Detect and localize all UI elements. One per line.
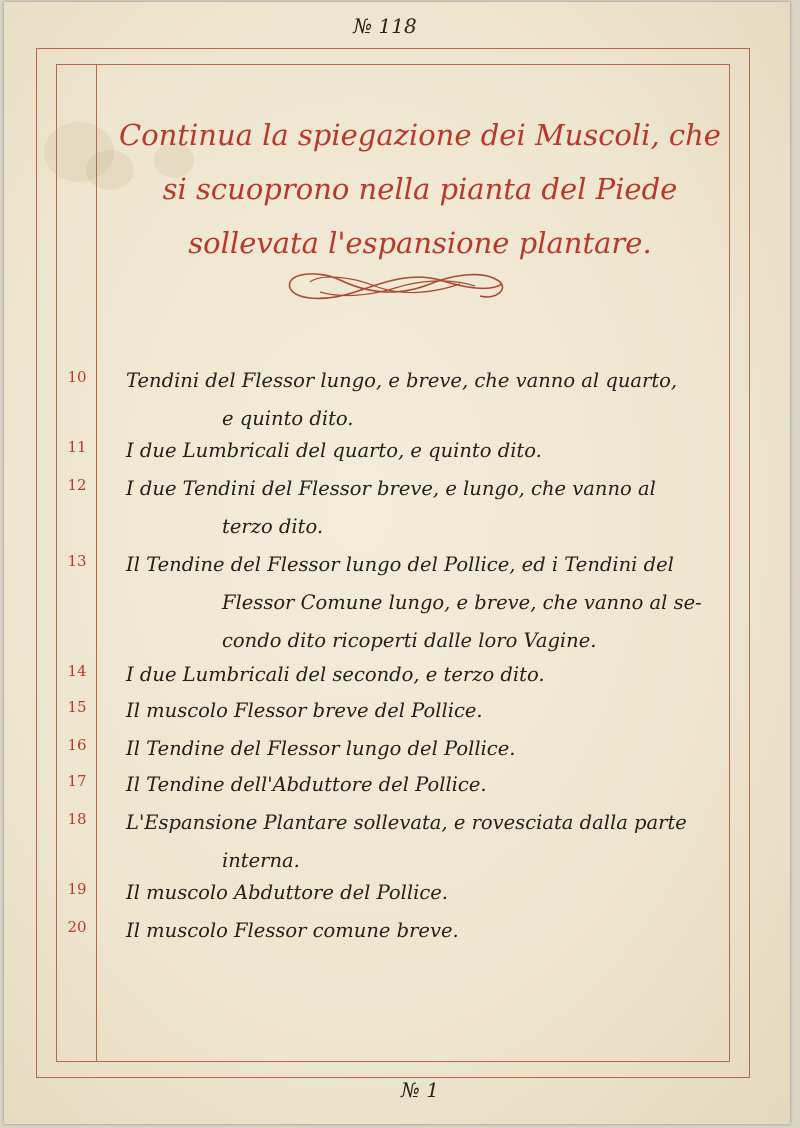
entry-number: 19: [67, 880, 87, 898]
entry-line: I due Lumbricali del quarto, e quinto dito.: [126, 439, 542, 462]
entry-number: 13: [67, 552, 87, 570]
folio-number: № 118: [353, 14, 417, 38]
entry-line: e quinto dito.: [222, 407, 354, 430]
entry-line: Il muscolo Abduttore del Pollice.: [126, 881, 449, 904]
entry-text: [126, 470, 726, 546]
entry-number: 11: [67, 438, 87, 456]
signature-mark: № 1: [400, 1078, 439, 1102]
entry-line: I due Tendini del Flessor breve, e lungo, che vanno al: [126, 477, 656, 500]
entry-line: Flessor Comune lungo, e breve, che vanno al se-: [222, 591, 702, 614]
entry-text: [126, 432, 726, 470]
entry-line: terzo dito.: [222, 515, 324, 538]
entry-line: Tendini del Flessor lungo, e breve, che vanno al quarto,: [126, 369, 678, 392]
margin-rule: [96, 64, 97, 1062]
entry-line: L'Espansione Plantare sollevata, e rovesciata dalla parte: [126, 811, 687, 834]
entry-number: 14: [67, 662, 87, 680]
entry-number: 16: [67, 736, 87, 754]
entry-text: [126, 766, 726, 804]
entry-number: 15: [67, 698, 87, 716]
entry-text: [126, 912, 726, 950]
calligraphic-flourish-icon: [280, 262, 510, 308]
entry-line: I due Lumbricali del secondo, e terzo dito.: [126, 663, 545, 686]
title-line: sollevata l'espansione plantare.: [188, 226, 652, 260]
entry-text: [126, 804, 726, 880]
title-line: Continua la spiegazione dei Muscoli, che: [119, 118, 721, 152]
entry-line: Il Tendine dell'Abduttore del Pollice.: [126, 773, 487, 796]
entry-number: 18: [67, 810, 87, 828]
entry-line: Il muscolo Flessor breve del Pollice.: [126, 699, 483, 722]
entry-number: 12: [67, 476, 87, 494]
entry-text: [126, 362, 726, 438]
entry-line: condo dito ricoperti dalle loro Vagine.: [222, 629, 597, 652]
entry-text: [126, 874, 726, 912]
entry-text: [126, 546, 726, 660]
title-line: si scuoprono nella pianta del Piede: [162, 172, 678, 206]
entry-number: 20: [67, 918, 87, 936]
entry-text: [126, 692, 726, 730]
entry-line: Il Tendine del Flessor lungo del Pollice, ed i Tendini del: [126, 553, 674, 576]
entry-line: Il muscolo Flessor comune breve.: [126, 919, 459, 942]
entry-line: Il Tendine del Flessor lungo del Pollice.: [126, 737, 516, 760]
entry-line: interna.: [222, 849, 300, 872]
entry-text: [126, 730, 726, 768]
entry-text: [126, 656, 726, 694]
entry-number: 17: [67, 772, 87, 790]
entry-number: 10: [67, 368, 87, 386]
page-title: [100, 108, 740, 270]
